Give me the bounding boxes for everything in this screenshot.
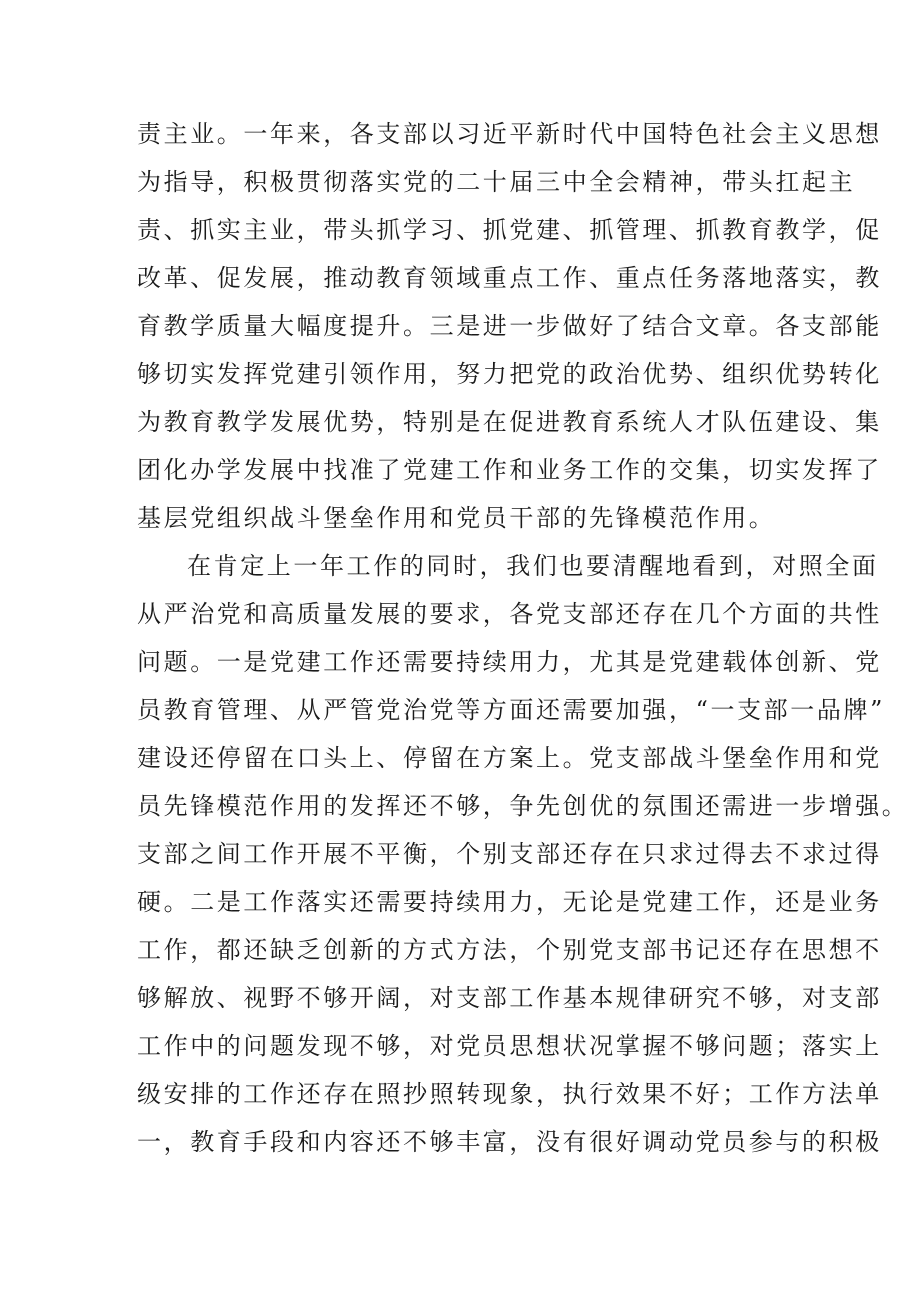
paragraph-p1 [137,110,882,542]
text-line: 够解放、视野不够开阔，对支部工作基本规律研究不够，对支部 [137,984,882,1012]
text-line: 育教学质量大幅度提升。三是进一步做好了结合文章。各支部能 [137,312,882,340]
text-line: 责、抓实主业，带头抓学习、抓党建、抓管理、抓教育教学，促 [137,216,882,244]
text-line: 为教育教学发展优势，特别是在促进教育系统人才队伍建设、集 [137,408,882,436]
text-line: 够切实发挥党建引领作用，努力把党的政治优势、组织优势转化 [137,360,882,388]
text-line: 从严治党和高质量发展的要求，各党支部还存在几个方面的共性 [137,600,882,628]
text-line: 级安排的工作还存在照抄照转现象，执行效果不好；工作方法单 [137,1080,882,1108]
text-line: 支部之间工作开展不平衡，个别支部还存在只求过得去不求过得 [137,840,882,868]
text-line: 责主业。一年来，各支部以习近平新时代中国特色社会主义思想 [137,120,882,148]
text-line: 硬。二是工作落实还需要持续用力，无论是党建工作，还是业务 [137,888,882,916]
text-line: 建设还停留在口头上、停留在方案上。党支部战斗堡垒作用和党 [137,744,882,772]
text-line: 员教育管理、从严管党治党等方面还需要加强，“一支部一品牌” [137,696,885,724]
text-line: 基层党组织战斗堡垒作用和党员干部的先锋模范作用。 [137,504,776,532]
text-line: 工作中的问题发现不够，对党员思想状况掌握不够问题；落实上 [137,1032,882,1060]
text-line: 问题。一是党建工作还需要持续用力，尤其是党建载体创新、党 [137,648,882,676]
text-line: 改革、促发展，推动教育领域重点工作、重点任务落地落实，教 [137,264,882,292]
text-line: 工作，都还缺乏创新的方式方法，个别党支部书记还存在思想不 [137,936,882,964]
paragraph-p2 [137,542,909,1166]
body-text [137,110,909,1166]
text-line: 团化办学发展中找准了党建工作和业务工作的交集，切实发挥了 [137,456,882,484]
text-line: 一，教育手段和内容还不够丰富，没有很好调动党员参与的积极 [137,1128,882,1156]
text-line: 员先锋模范作用的发挥还不够，争先创优的氛围还需进一步增强。 [137,792,909,820]
text-line: 为指导，积极贯彻落实党的二十届三中全会精神，带头扛起主 [137,168,856,196]
text-line: 在肯定上一年工作的同时，我们也要清醒地看到，对照全面 [187,552,879,580]
